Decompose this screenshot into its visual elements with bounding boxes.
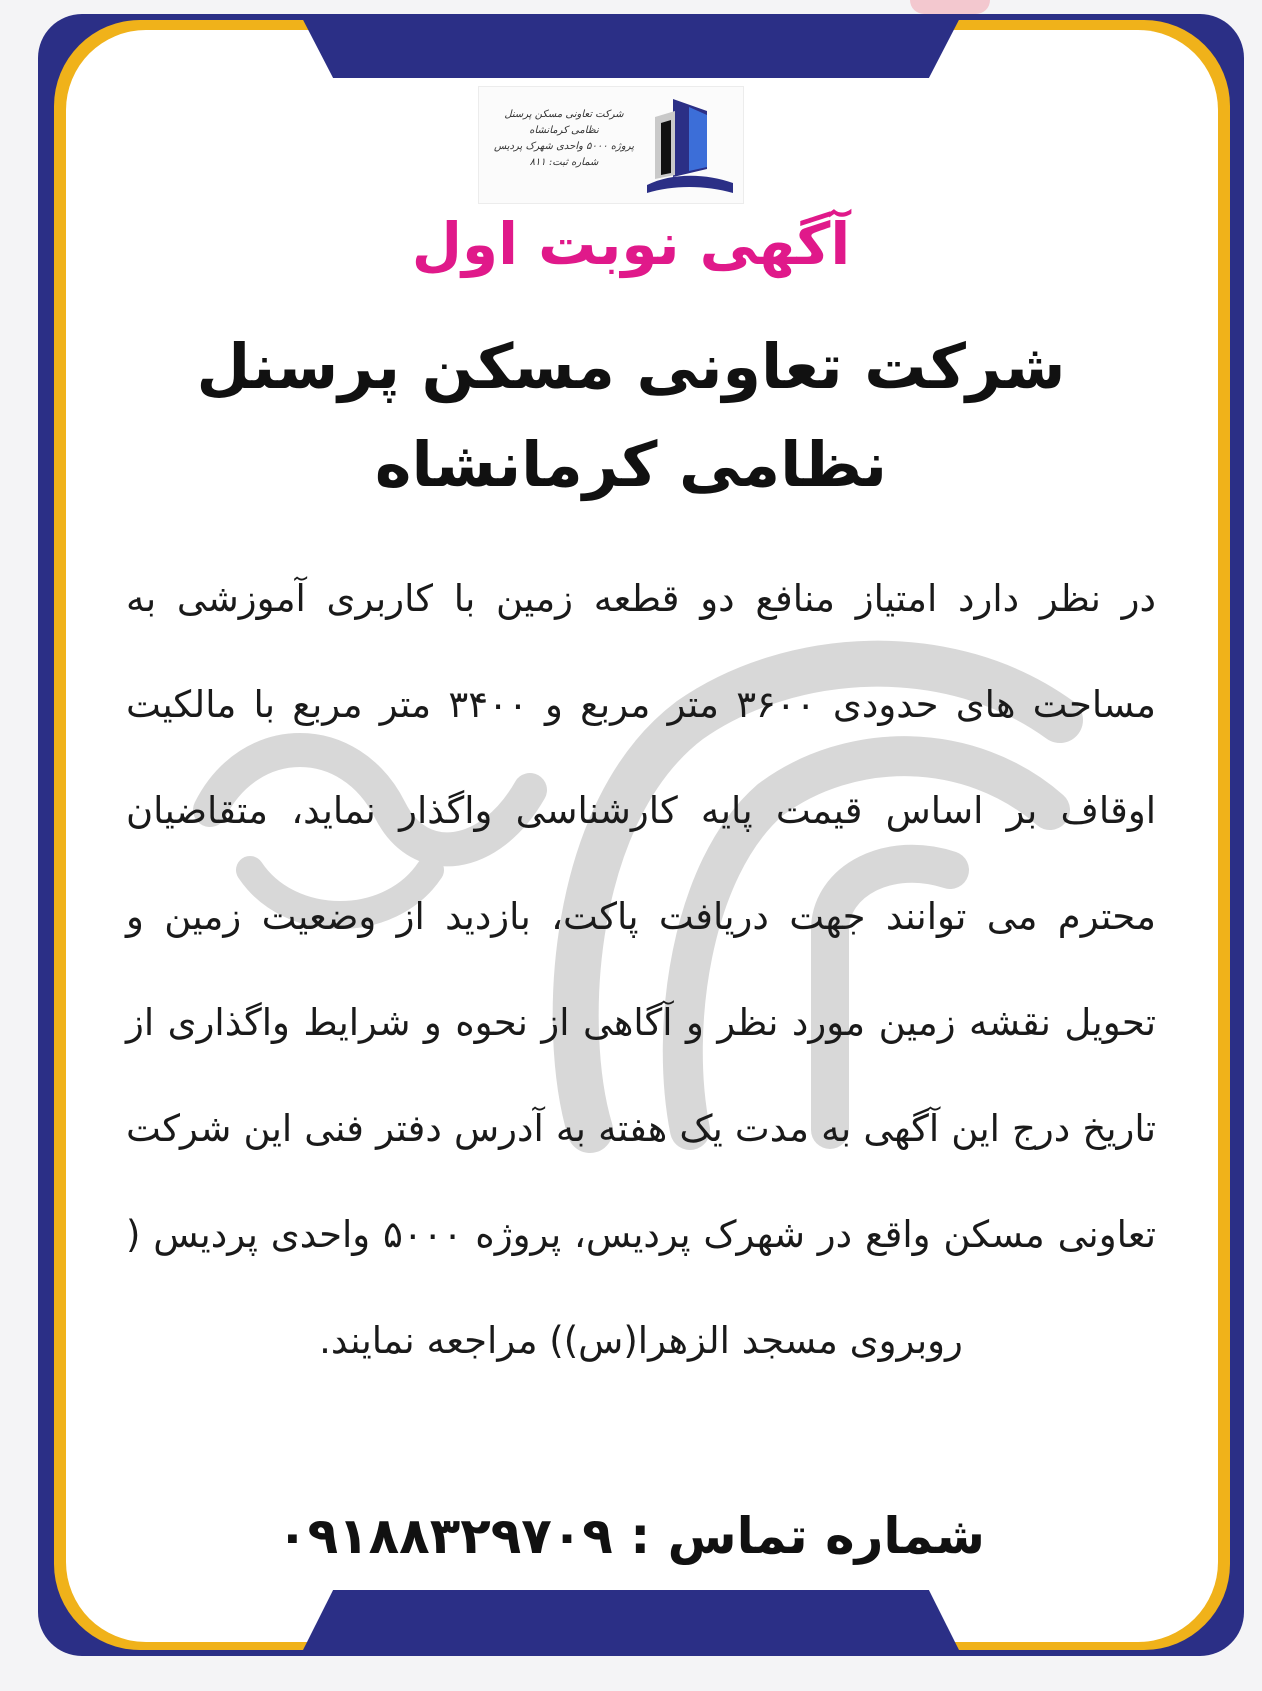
top-tab <box>300 14 962 78</box>
logo-caption <box>489 107 639 171</box>
ad-headline: آگهی نوبت اول <box>411 210 851 278</box>
contact-number[interactable]: ۰۹۱۸۸۳۲۹۷۰۹ <box>277 1507 613 1565</box>
company-name: شرکت تعاونی مسکن پرسنل نظامی کرمانشاه <box>196 330 1066 501</box>
logo-line: شرکت تعاونی مسکن پرسنل نظامی کرمانشاه <box>504 109 624 136</box>
building-logo-icon <box>645 93 735 197</box>
logo-line: شماره ثبت: ۸۱۱ <box>529 157 599 168</box>
company-logo <box>478 86 744 204</box>
contact-label: شماره تماس : <box>630 1507 985 1565</box>
corner-mark <box>910 0 990 14</box>
contact-line <box>100 1500 1162 1572</box>
bottom-tab <box>300 1590 962 1656</box>
ad-body: در نظر دارد امتیاز منافع دو قطعه زمین با کاربری آموزشی به مساحت های حدودی ۳۶۰۰ متر مربع و ۳۴۰۰ متر مربع با مالکیت اوقاف بر اساس قیمت پایه کارشناسی واگذار نماید، متقاضیان محترم می توانند جهت دریافت پاکت، بازدید از وضعیت زمین و تحویل نقشه زمین مورد نظر و آگاهی از نحوه و شرایط واگذاری از تاریخ درج این آگهی به مدت یک هفته به آدرس دفتر فنی این شرکت تعاونی مسکن واقع در شهرک پردیس، پروژه ۵۰۰۰ واحدی پردیس ( روبروی مسجد الزهرا(س)) مراجعه نمایند. <box>126 577 1157 1362</box>
logo-line: پروژه ۵۰۰۰ واحدی شهرک پردیس <box>493 141 635 152</box>
